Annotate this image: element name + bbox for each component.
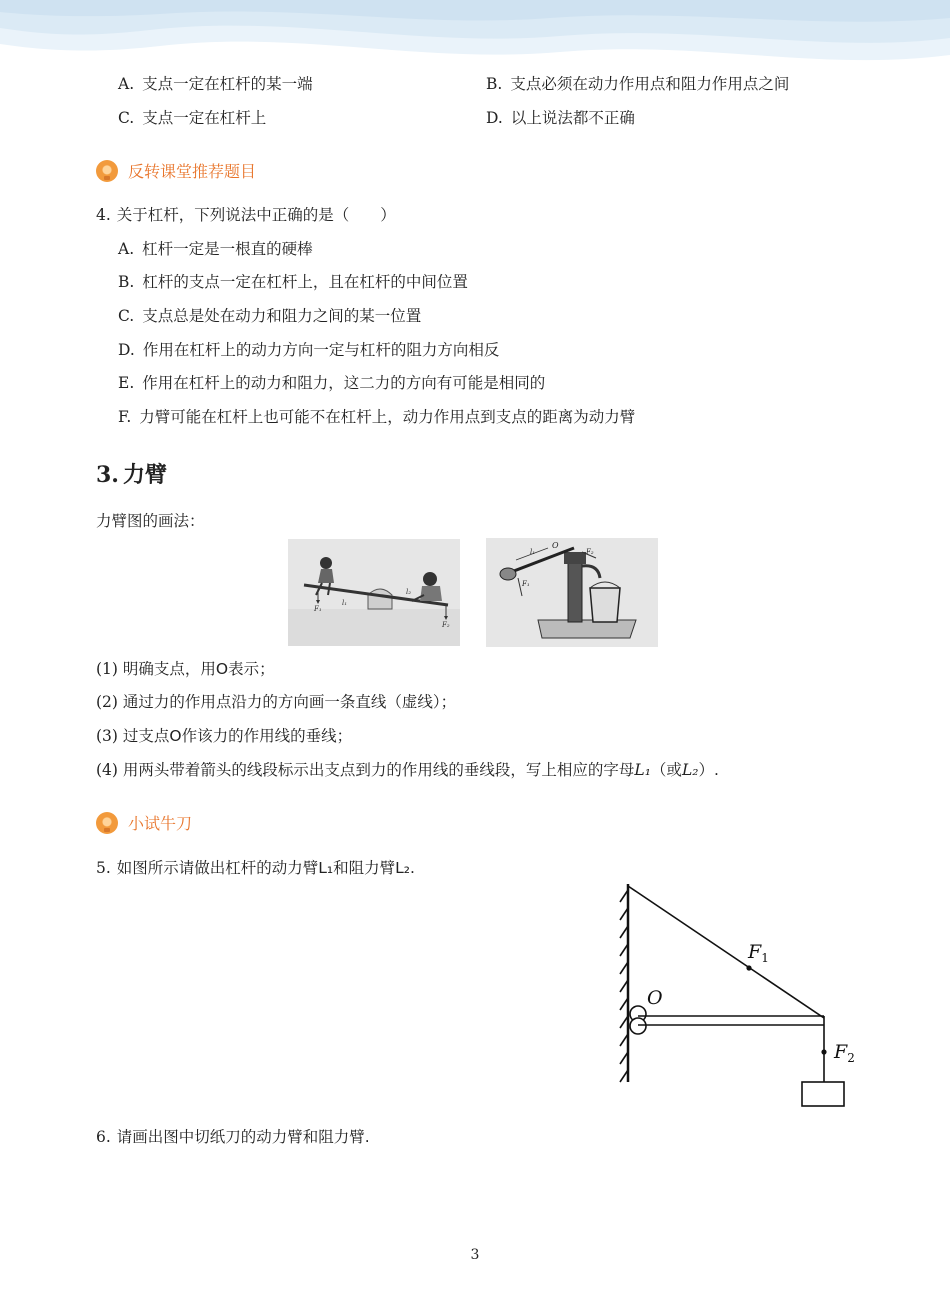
lightbulb-icon <box>96 160 118 182</box>
q4-option-f: F. 力臂可能在杠杆上也可能不在杠杆上，动力作用点到支点的距离为动力臂 <box>118 408 636 426</box>
q3-option-b: B. 支点必须在动力作用点和阻力作用点之间 <box>486 75 790 93</box>
header-wave <box>0 0 950 70</box>
q4-option-e: E. 作用在杠杆上的动力和阻力，这二力的方向有可能是相同的 <box>118 374 546 392</box>
q5-question: 5. 如图所示请做出杠杆的动力臂L₁和阻力臂L₂. <box>96 859 415 877</box>
lightbulb-icon <box>96 812 118 834</box>
diagram-label-o: O <box>647 987 663 1009</box>
pump-label-o: O <box>552 541 559 550</box>
section-header-flip: 反转课堂推荐题目 <box>96 159 256 182</box>
step-2: (2) 通过力的作用点沿力的方向画一条直线（虚线）； <box>96 693 457 711</box>
q4-option-d: D. 作用在杠杆上的动力方向一定与杠杆的阻力方向相反 <box>118 341 500 359</box>
q3-option-a: A. 支点一定在杠杆的某一端 <box>118 75 313 93</box>
step-4: (4) 用两头带着箭头的线段标示出支点到力的作用线的垂线段，写上相应的字母L₁（或L₂）. <box>96 761 719 779</box>
seesaw-label-f2: F₂ <box>442 621 450 629</box>
intro-text: 力臂图的画法： <box>96 512 205 530</box>
seesaw-illustration <box>288 539 460 646</box>
svg-text:F2 <box>833 1041 855 1065</box>
q3-option-c: C. 支点一定在杠杆上 <box>118 109 267 127</box>
diagram-label-f2: F <box>834 1041 848 1063</box>
q4-option-b: B. 杠杆的支点一定在杠杆上，且在杠杆的中间位置 <box>118 273 468 291</box>
q4-option-c: C. 支点总是处在动力和阻力之间的某一位置 <box>118 307 422 325</box>
svg-text:F1 <box>747 941 769 965</box>
q4-question: 4. 关于杠杆，下列说法中正确的是（ ） <box>96 206 396 224</box>
diagram-label-f2-sub: 2 <box>847 1051 855 1065</box>
pump-illustration <box>486 538 658 647</box>
seesaw-label-l1: l₁ <box>342 599 348 607</box>
section-heading-lever-arm: 3. 力臂 <box>96 462 167 488</box>
step-3: (3) 过支点O作该力的作用线的垂线； <box>96 727 353 745</box>
page-number: 3 <box>470 1247 480 1263</box>
q6-question: 6. 请画出图中切纸刀的动力臂和阻力臂. <box>96 1128 370 1146</box>
step-1: (1) 明确支点，用O表示； <box>96 660 275 678</box>
pump-label-l1: l₁ <box>530 548 536 556</box>
diagram-label-f1-sub: 1 <box>761 951 769 965</box>
q3-option-d: D. 以上说法都不正确 <box>486 109 635 127</box>
seesaw-label-l2: l₂ <box>406 588 412 596</box>
q4-option-a: A. 杠杆一定是一根直的硬棒 <box>118 240 313 258</box>
seesaw-label-f1: F₁ <box>314 605 322 613</box>
diagram-label-f1: F <box>748 941 762 963</box>
lever-diagram <box>600 872 870 1112</box>
section-header-try: 小试牛刀 <box>96 811 192 834</box>
pump-label-f2: F₂ <box>586 548 594 556</box>
pump-label-f1: F₁ <box>522 580 530 588</box>
